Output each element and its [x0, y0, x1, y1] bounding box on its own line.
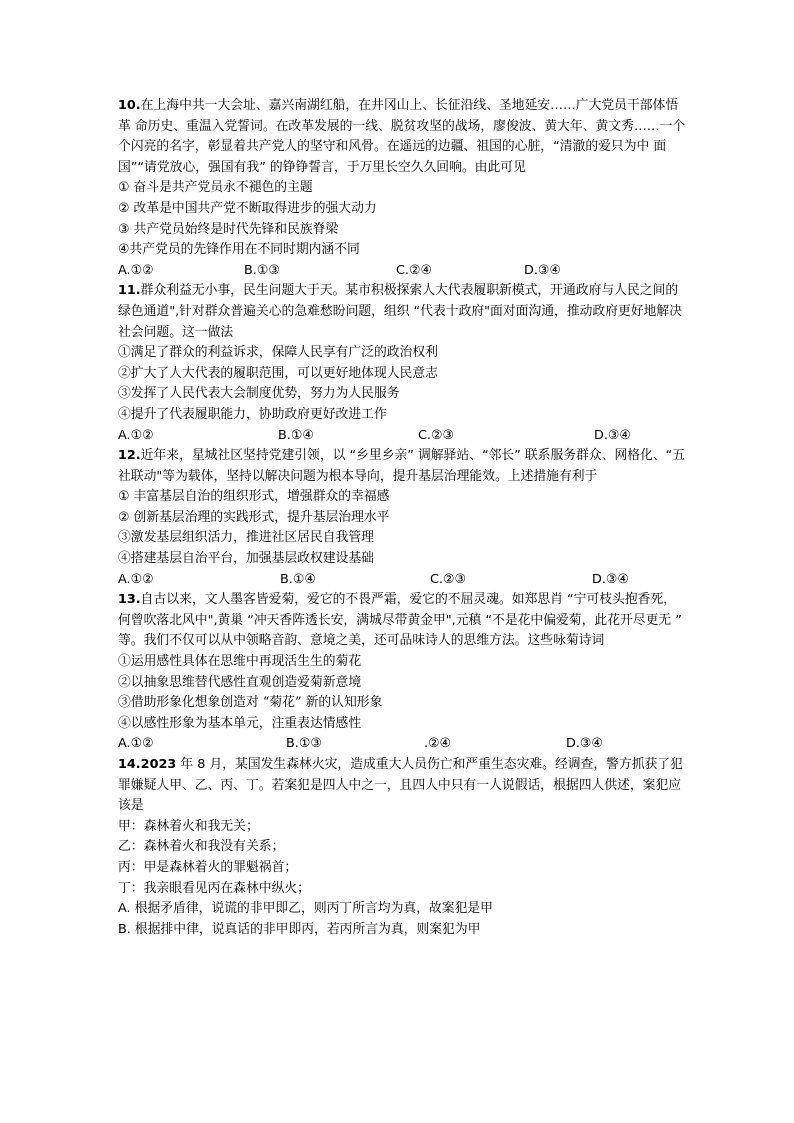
choice-d: D.③④	[594, 427, 631, 443]
choice-c: .②④	[424, 736, 452, 752]
question-10	[118, 96, 688, 281]
question-11	[118, 281, 688, 446]
choice-c: C.②④	[396, 262, 432, 278]
statement-option: ③借助形象化想象创造对 “菊花” 新的认知形象	[118, 695, 383, 711]
question-14	[118, 755, 688, 940]
statement-option: ②扩大了人大代表的履职范围，可以更好地体现人民意志	[118, 365, 438, 381]
answer-option-a: A. 根据矛盾律，说谎的非甲即乙，则丙丁所言均为真，故案犯是甲	[118, 901, 493, 917]
question-number: 10.	[118, 98, 141, 113]
question-stem: 10.在上海中共一大会址、嘉兴南湖红船，在井冈山上、长征沿线、圣地延安……广大党员干部体悟革 命历史、重温入党誓词。在改革发展的一线、脱贫攻坚的战场，廖俊波、黄大年、黄文秀……一个个闪亮的名字，彰显着共产党人的坚守和风骨。在遥远的边疆、祖国的心脏，“清澈的爱只为中 面国”“请党放心，强国有我” 的铮铮誓言，于万里长空久久回响。由此可见	[118, 98, 686, 175]
statement-option: ③激发基层组织活力，推进社区居民自我管理	[118, 530, 374, 546]
choice-d: D.③④	[524, 262, 561, 278]
question-stem: 13.自古以来，文人墨客皆爱菊，爱它的不畏严霜，爱它的不屈灵魂。如郑思肖 “宁可枝头抱香死，何曾吹落北风中",黄巢 “冲天香阵透长安，满城尽带黄金甲",元稹 “不是花中偏爱菊，此花开尽更无 ” 等。我们不仅可以从中领略音韵、意境之美，还可品味诗人的思维方法。这些咏菊诗词	[118, 592, 682, 649]
statement-option: ①运用感性具体在思维中再现活生生的菊花	[118, 654, 362, 670]
question-stem: 14.2023 年 8 月，某国发生森林火灾，造成重大人员伤亡和严重生态灾难。经调查，警方抓获了犯罪嫌疑人甲、乙、丙、丁。若案犯是四人中之一，且四人中只有一人说假话，根据四人供述，案犯应该是	[118, 757, 683, 814]
choice-a: A.①②	[118, 736, 154, 752]
choice-c: C.②③	[430, 571, 466, 587]
statement-option: ④提升了代表履职能力，协助政府更好改进工作	[118, 406, 387, 422]
choice-a: A.①②	[118, 427, 154, 443]
choice-b: B.①④	[278, 427, 314, 443]
answer-choices	[118, 734, 688, 755]
exam-page	[118, 96, 688, 940]
question-stem: 11.群众利益无小事，民生问题大于天。某市积极探索人大代表履职新模式，开通政府与人民之间的 绿色通道",针对群众普遍关心的急难愁盼问题，组织 “代表十政府"面对面沟通，推动政府更好地解决社会问题。这一做法	[118, 283, 683, 340]
statement-option: ③ 共产党员始终是时代先锋和民族脊梁	[118, 221, 339, 237]
question-number: 14.2023	[118, 757, 177, 772]
question-13	[118, 590, 688, 755]
statement-option: ③发挥了人民代表大会制度优势，努力为人民服务	[118, 386, 400, 402]
choice-d: D.③④	[592, 571, 629, 587]
answer-choices	[118, 261, 688, 282]
statement-option: 丙：甲是森林着火的罪魁祸首；	[118, 859, 298, 875]
answer-choices	[118, 426, 688, 447]
choice-d: D.③④	[566, 736, 603, 752]
choice-c: C.②③	[418, 427, 454, 443]
statement-option: ④搭建基层自治平台，加强基层政权建设基础	[118, 551, 374, 567]
statement-option: 乙：森林着火和我没有关系；	[118, 839, 285, 855]
choice-b: B.①③	[286, 736, 322, 752]
question-number: 13.	[118, 592, 141, 608]
statement-option: ② 创新基层治理的实践形式，提升基层治理水平	[118, 509, 390, 525]
choice-a: A.①②	[118, 262, 154, 278]
statement-option: ④共产党员的先锋作用在不同时期内涵不同	[118, 242, 360, 258]
statement-option: ④以感性形象为基本单元，注重表达情感性	[118, 715, 362, 731]
statement-option: ② 改革是中国共产党不断取得进步的强大动力	[118, 200, 377, 216]
question-stem: 12.近年来，星城社区坚持党建引领，以 “乡里乡亲” 调解驿站、“邻长” 联系服务群众、网格化、“五社联动"等为载体，坚持以解决问题为根本导向，提升基层治理能效。上述措施有利于	[118, 448, 686, 484]
question-12	[118, 446, 688, 590]
statement-option: 甲：森林着火和我无关；	[118, 818, 259, 834]
answer-option-b: B. 根据排中律，说真话的非甲即丙，若丙所言为真，则案犯为甲	[118, 921, 481, 937]
choice-b: B.①③	[244, 262, 280, 278]
statement-option: ① 丰富基层自治的组织形式，增强群众的幸福感	[118, 489, 390, 505]
choice-b: B.①④	[280, 571, 316, 587]
statement-option: ①满足了群众的利益诉求，保障人民享有广泛的政治权利	[118, 345, 438, 361]
choice-a: A.①②	[118, 571, 154, 587]
statement-option: ②以抽象思维替代感性直观创造爱菊新意境	[118, 674, 362, 690]
statement-option: 丁：我亲眼看见丙在森林中纵火；	[118, 880, 310, 896]
question-number: 12.	[118, 448, 141, 464]
question-number: 11.	[118, 283, 141, 299]
answer-choices	[118, 570, 688, 591]
statement-option: ① 奋斗是共产党员永不褪色的主题	[118, 180, 313, 196]
